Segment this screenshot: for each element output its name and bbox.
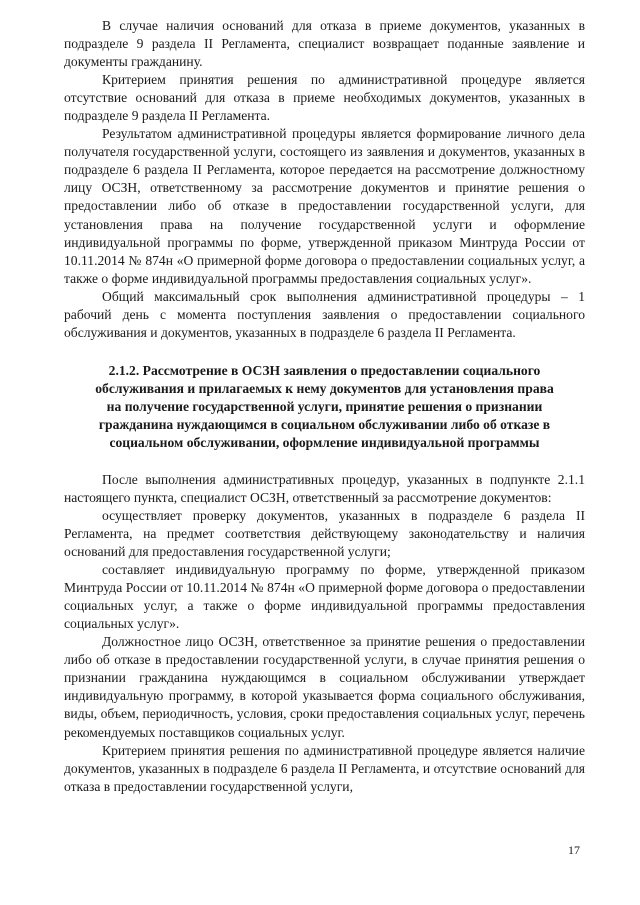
section-heading-line: на получение государственной услуги, принятие решения о признании [106,398,543,414]
section-heading-line: гражданина нуждающимся в социальном обслуживании либо об отказе в [98,416,551,432]
section-heading-line: 2.1.2. Рассмотрение в ОСЗН заявления о предоставлении социального [108,362,541,378]
paragraph-official-approval: Должностное лицо ОСЗН, ответственное за принятие решения о предоставлении либо об отказе в предоставлении государственной услуги, в случае принятия решения о признании гражданина нуждающимся в социальном обслуживании утверждает индивидуальную программу, в которой указывается форма социального обслуживания, виды, объем, периодичность, условия, сроки предоставления социальных услуг, перечень рекомендуемых поставщиков социальных услуг. [64,634,585,740]
paragraph-individual-program: составляет индивидуальную программу по форме, утвержденной приказом Минтруда России от 10.11.2014 № 874н «О примерной форме договора о предоставлении социальных услуг, а также о форме индивидуальной программы предоставления социальных услуг». [64,562,585,632]
paragraph-procedure-result: Результатом административной процедуры является формирование личного дела получателя государственной услуги, состоящего из заявления и документов, указанных в подразделе 6 раздела II Регламента, которое передается на рассмотрение должностному лицу ОСЗН, ответственному за рассмотрение документов и принятие решения о предоставлении либо об отказе в предоставлении государственной услуги, для установления права на получение государственной услуги и оформление индивидуальной программы по форме, утвержденной приказом Минтруда России от 10.11.2014 № 874н «О примерной форме договора о предоставлении социальных услуг, а также о форме индивидуальной программы предоставления социальных услуг». [64,126,585,286]
paragraph-after-procedures: После выполнения административных процедур, указанных в подпункте 2.1.1 настоящего пункта, специалист ОСЗН, ответственный за рассмотрение документов: [64,471,585,505]
paragraph-refusal-return: В случае наличия оснований для отказа в приеме документов, указанных в подразделе 9 раздела II Регламента, специалист возвращает поданные заявление и документы гражданину. [64,18,585,70]
section-heading [64,362,585,452]
section-heading-line: социальном обслуживании, оформление индивидуальной программы [109,434,540,450]
paragraph-document-check: осуществляет проверку документов, указанных в подразделе 6 раздела II Регламента, на предмет соответствия действующему законодательству и наличия оснований для предоставления государственной услуги; [64,507,585,560]
section-heading-line: обслуживания и прилагаемых к нему документов для установления права [95,380,554,396]
document-body [64,17,585,796]
paragraph-max-duration: Общий максимальный срок выполнения административной процедуры – 1 рабочий день с момента поступления заявления о предоставлении социального обслуживания и документов, указанных в подразделе 6 раздела II Регламента. [64,288,585,340]
paragraph-decision-criterion-2: Критерием принятия решения по административной процедуре является наличие документов, указанных в подразделе 6 раздела II Регламента, и отсутствие оснований для отказа в предоставлении государственной услуги, [64,742,585,794]
paragraph-decision-criterion: Критерием принятия решения по административной процедуре является отсутствие оснований для отказа в приеме необходимых документов, указанных в подразделе 9 раздела II Регламента. [64,72,585,124]
page-number: 17 [568,843,580,857]
